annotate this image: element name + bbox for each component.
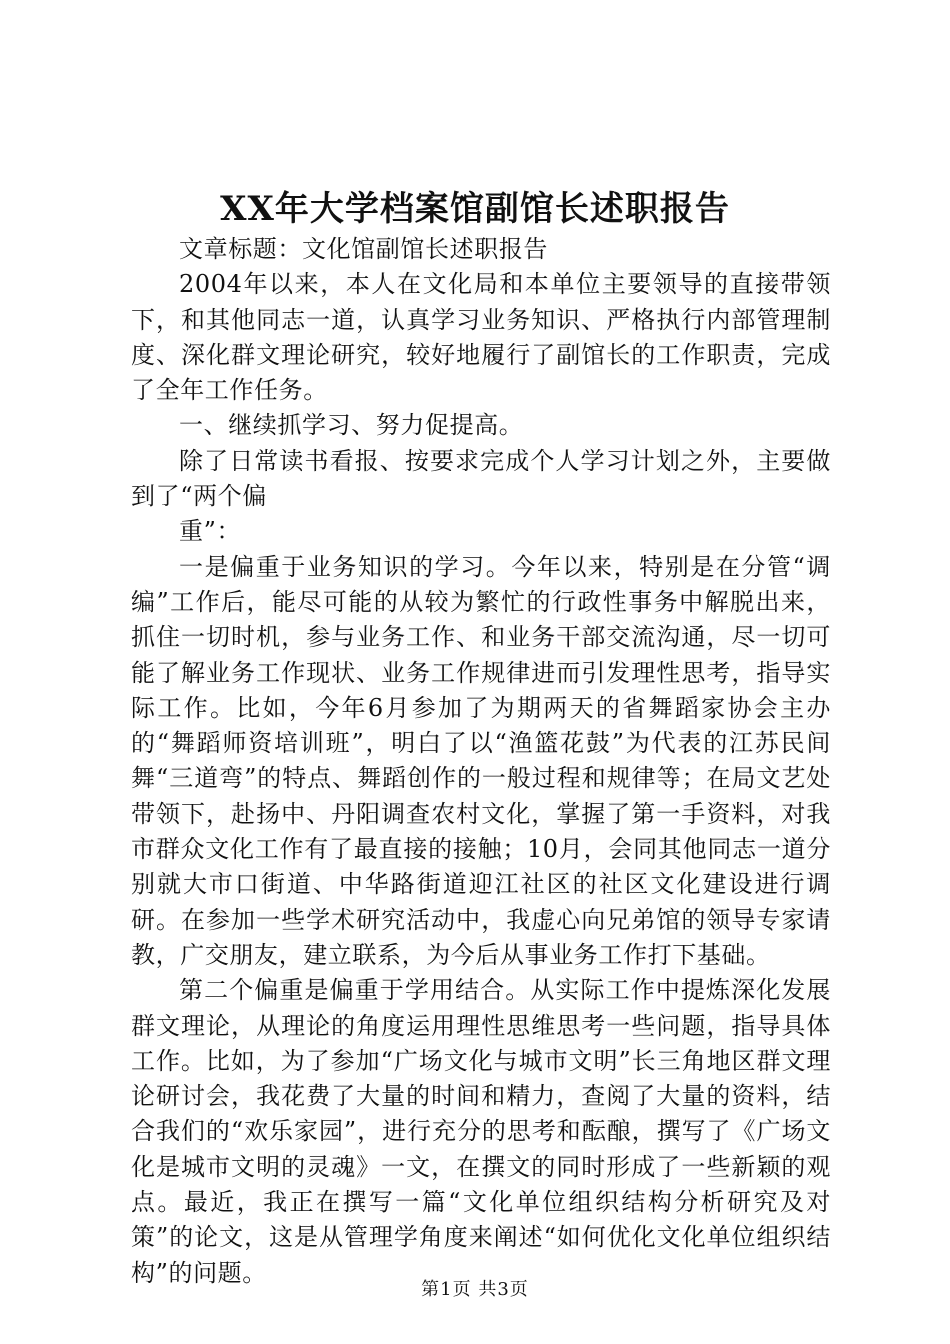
paragraph-intro: 2004年以来，本人在文化局和本单位主要领导的直接带领下，和其他同志一道，认真学习业务知识、严格执行内部管理制度、深化群文理论研究，较好地履行了副馆长的工作职责，完成了全年工作任务。 <box>131 270 831 405</box>
document-title: XX年大学档案馆副馆长述职报告 <box>220 189 730 229</box>
page-number-footer: 第1页 共3页 <box>421 1279 529 1300</box>
paragraph-two-emphases: 除了日常读书看报、按要求完成个人学习计划之外，主要做到了“两个偏 <box>131 446 831 511</box>
paragraph-first-emphasis: 一是偏重于业务知识的学习。今年以来，特别是在分管“调编”工作后，能尽可能的从较为繁忙的行政性事务中解脱出来，抓住一切时机，参与业务工作、和业务干部交流沟通，尽一切可能了解业务工作现状、业务工作规律进而引发理性思考，指导实际工作。比如，今年6月参加了为期两天的省舞蹈家协会主办的“舞蹈师资培训班”，明白了以“渔篮花鼓”为代表的江苏民间舞“三道弯”的特点、舞蹈创作的一般过程和规律等；在局文艺处带领下，赴扬中、丹阳调查农村文化，掌握了第一手资料，对我市群众文化工作有了最直接的接触；10月，会同其他同志一道分别就大市口街道、中华路街道迎江社区的社区文化建设进行调研。在参加一些学术研究活动中，我虚心向兄弟馆的领导专家请教，广交朋友，建立联系，为今后从事业务工作打下基础。 <box>131 552 831 969</box>
paragraph-article-heading: 文章标题：文化馆副馆长述职报告 <box>179 235 548 263</box>
paragraph-two-emphases-end: 重”： <box>179 517 242 546</box>
paragraph-second-emphasis: 第二个偏重是偏重于学用结合。从实际工作中提炼深化发展群文理论，从理论的角度运用理性思维思考一些问题，指导具体工作。比如，为了参加“广场文化与城市文明”长三角地区群文理论研讨会，我花费了大量的时间和精力，查阅了大量的资料，结合我们的“欢乐家园”，进行充分的思考和酝酿，撰写了《广场文化是城市文明的灵魂》一文，在撰文的同时形成了一些新颖的观点。最近，我正在撰写一篇“文化单位组织结构分析研究及对策”的论文，这是从管理学角度来阐述“如何优化文化单位组织结构”的问题。 <box>131 976 831 1287</box>
document-body <box>131 232 831 1291</box>
paragraph-section-heading: 一、继续抓学习、努力促提高。 <box>179 411 524 440</box>
